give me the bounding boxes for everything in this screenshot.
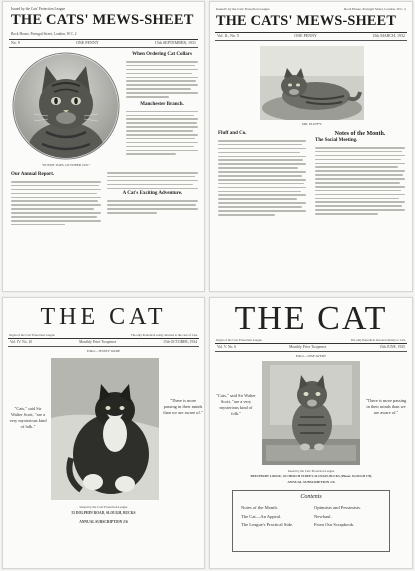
contents-item: Newhaul. (314, 513, 332, 519)
issue2-info-row (217, 34, 405, 38)
issue2-left-column (218, 131, 306, 218)
issue1-price: ONE PENNY (76, 40, 99, 45)
issue2-heading-social: The Social Meeting. (315, 138, 358, 143)
tabby-cat-portrait-icon (12, 52, 120, 160)
issue3-rule-bottom (8, 346, 199, 347)
issue1-number: No. 9 (11, 40, 20, 45)
issue4-date: 15th JUNE, 1935 (379, 345, 405, 349)
issue4-address: PRESTBURY LODGE, 18 CHURCH STREET, SLOUGH, BUCKS (Phone: SLOUGH 178) (250, 474, 372, 478)
contents-item: The League's Practical Side. (241, 522, 294, 528)
issue3-date: 15th OCTOBER, 1934 (163, 340, 197, 344)
issue3-schedule: Monthly Price Twopence (79, 340, 117, 344)
the-cat-oct-1934-page (2, 297, 205, 569)
issue1-date: 15th SEPTEMBER, 1931 (154, 40, 196, 45)
issue4-quote-left: "Cats," said Sir Walter Scott, "are a very mysterious kind of folk." (216, 393, 256, 416)
issue3-cat-photo (51, 358, 159, 500)
issue3-address: 55 DOLPHIN ROAD, SLOUGH, BUCKS (71, 511, 136, 515)
issue4-organ-row (216, 338, 406, 342)
issue4-title: THE CAT (234, 300, 388, 337)
issue3-organ-row (9, 333, 198, 337)
sitting-tabby-cat-icon (262, 361, 360, 465)
issue4-subscription: ANNUAL SUBSCRIPTION 2/6 (287, 480, 335, 484)
issue1-heading-adventure: A Cat's Exciting Adventure. (122, 191, 183, 197)
issue4-volume: Vol. V. No. 6 (217, 345, 237, 349)
issue2-number: Vol. II., No. 5 (217, 33, 240, 38)
issue2-top-row (216, 7, 406, 11)
mews-sheet-vol2-page (209, 1, 413, 292)
issue4-cat-photo (262, 361, 360, 465)
contents-item: From Our Scrapbook. (314, 522, 355, 528)
the-cat-june-1935-page (209, 297, 413, 569)
issue4-contents-box (232, 490, 390, 552)
issue1-left-column (11, 172, 101, 228)
issue3-subscription: ANNUAL SUBSCRIPTION 2/6 (79, 520, 128, 524)
issue1-title: THE CATS' MEWS-SHEET (11, 12, 194, 28)
issue3-editor: Editor—JESSEY WADE (86, 349, 121, 353)
issue1-info-row (11, 41, 196, 45)
issue4-contents-title: Contents (300, 494, 322, 500)
issue2-title: THE CATS' MEWS-SHEET (216, 13, 397, 29)
issue1-mid-column (107, 172, 198, 216)
issue3-motto: The only Periodical solely devoted to the care of Cats. (130, 333, 198, 337)
issue2-issued: Issued b by the Cats' Protection League (216, 7, 270, 11)
issue4-editor: Editor—JOSE AVERY (295, 354, 327, 358)
issue1-heading-report: Our Annual Report. (11, 172, 55, 177)
issue4-contents-list (233, 500, 389, 528)
issue1-cat-portrait (12, 52, 120, 160)
issue1-caption: "PUSSIE TOPS, OCTOBER 1931" (41, 163, 91, 167)
issue3-quote-left: "Cats," said Sir Walter Scott, "are a very mysterious kind of folk." (9, 406, 47, 429)
issue3-info-row (10, 340, 197, 344)
issue4-rule-top (215, 343, 407, 344)
issue4-info-row (217, 345, 405, 349)
issue4-schedule: Monthly Price Twopence (289, 345, 327, 349)
issue2-heading-notes: Notes of the Month. (334, 131, 386, 137)
issue4-issued-by: Issued by the Cats' Protection League (287, 469, 335, 473)
contents-item: Optimists and Pessimists. (314, 505, 362, 510)
contents-item: Notes of the Month. (241, 505, 279, 510)
issue1-rule-bottom (9, 47, 198, 48)
black-white-cat-icon (51, 358, 159, 500)
issue2-rule-bottom (215, 40, 407, 41)
issue3-organ: Organ of the Cats' Protection League (9, 333, 55, 337)
issue4-organ: Organ of the Cats' Protection League (216, 338, 262, 342)
issue1-right-column (126, 52, 198, 157)
mews-sheet-no9-page (2, 1, 205, 292)
issue4-motto: The only Periodical devoted entirely to Cats. (350, 338, 406, 342)
issue2-price: ONE PENNY (294, 33, 317, 38)
issue3-quote-right: "There is more passing in their minds than we are aware of." (163, 398, 203, 415)
issue2-caption: MR. PLUFFY. (301, 122, 322, 126)
issue2-date: 15th MARCH, 1932 (372, 33, 405, 38)
issue3-rule-top (8, 338, 199, 339)
issue1-heading-collars: When Ordering Cat Collars (132, 52, 192, 57)
issue3-issued-by: Issued by the Cats' Protection League (79, 505, 128, 509)
issue4-rule-bottom (215, 351, 407, 352)
issue2-right-column (315, 131, 405, 217)
issue2-cat-photo (260, 46, 364, 120)
issue1-address: Rock House, Portugal Street, London, W.C. 2 (11, 32, 77, 36)
issue3-volume: Vol. IV. No. 10 (10, 340, 33, 344)
issue4-quote-right: "There is more passing in their minds than we are aware of." (365, 398, 407, 415)
issue2-heading-fluff: Fluff and Co. (218, 131, 247, 136)
issue2-address: Rock House, Portugal Street, London, W.C. 2 (344, 7, 406, 11)
issue1-heading-manchester: Manchester Branch. (140, 101, 184, 107)
lying-cat-icon (260, 46, 364, 120)
issue1-subtitle: Issued by the Cats' Protection League (11, 7, 66, 11)
contents-item: The Cat—An Appeal. (241, 513, 282, 519)
issue3-title: THE CAT (40, 304, 167, 330)
